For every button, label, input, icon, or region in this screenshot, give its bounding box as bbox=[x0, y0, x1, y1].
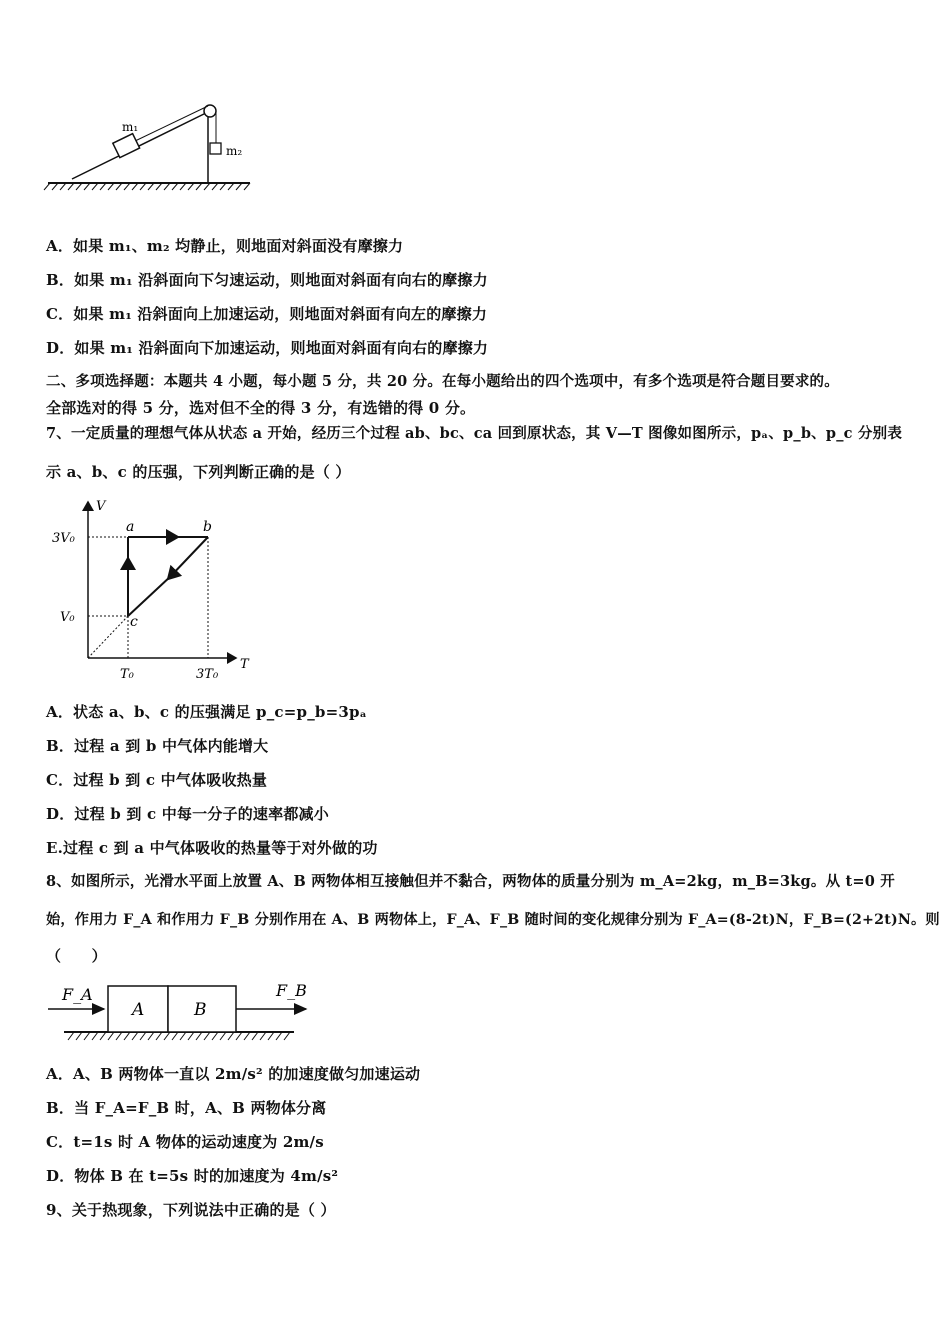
point-a-label: a bbox=[126, 519, 135, 535]
q6-option-a: A．如果 m₁、m₂ 均静止，则地面对斜面没有摩擦力 bbox=[46, 237, 404, 255]
label-3t0: 3T₀ bbox=[196, 667, 219, 682]
force-fb-label: F_B bbox=[276, 981, 307, 1000]
label-m2: m₂ bbox=[226, 144, 243, 158]
label-t0: T₀ bbox=[120, 667, 134, 682]
q7-option-d: D．过程 b 到 c 中每一分子的速率都减小 bbox=[46, 805, 329, 823]
incline-pulley-figure bbox=[40, 95, 260, 195]
vt-graph bbox=[50, 492, 260, 684]
q9-stem: 9、关于热现象，下列说法中正确的是（ ） bbox=[46, 1201, 336, 1219]
label-m1: m₁ bbox=[122, 120, 139, 134]
q6-option-d: D．如果 m₁ 沿斜面向下加速运动，则地面对斜面有向右的摩擦力 bbox=[46, 339, 489, 357]
q8-option-a: A．A、B 两物体一直以 2m/s² 的加速度做匀加速运动 bbox=[46, 1065, 421, 1083]
point-b-label: b bbox=[203, 519, 212, 535]
point-c-label: c bbox=[130, 614, 138, 630]
q6-option-c: C．如果 m₁ 沿斜面向上加速运动，则地面对斜面有向左的摩擦力 bbox=[46, 305, 488, 323]
axis-v-label: V bbox=[96, 499, 106, 514]
block-m2 bbox=[210, 143, 221, 154]
ground-hatch bbox=[44, 183, 250, 190]
q8-stem-line3: （ ） bbox=[46, 947, 107, 965]
q7-option-c: C．过程 b 到 c 中气体吸收热量 bbox=[46, 771, 268, 789]
axis-t-label: T bbox=[240, 657, 249, 672]
section2-heading-line1: 二、多项选择题：本题共 4 小题，每小题 5 分，共 20 分。在每小题给出的四个选项中，有多个选项是符合题目要求的。 bbox=[46, 373, 839, 390]
q7-stem-line2: 示 a、b、c 的压强，下列判断正确的是（ ） bbox=[46, 463, 351, 481]
process-bc-arrow bbox=[168, 537, 208, 579]
rope-incline bbox=[133, 106, 208, 142]
q8-stem-line1: 8、如图所示，光滑水平面上放置 A、B 两物体相互接触但并不黏合，两物体的质量分别为 m_A=2kg，m_B=3kg。从 t=0 开 bbox=[46, 873, 896, 890]
force-fa-label: F_A bbox=[62, 985, 93, 1004]
q8-option-c: C．t=1s 时 A 物体的运动速度为 2m/s bbox=[46, 1133, 324, 1151]
q7-option-b: B．过程 a 到 b 中气体内能增大 bbox=[46, 737, 269, 755]
block-b-label: B bbox=[194, 1000, 207, 1020]
q7-stem-line1: 7、一定质量的理想气体从状态 a 开始，经历三个过程 ab、bc、ca 回到原状态，其 V—T 图像如图所示，pₐ、p_b、p_c 分别表 bbox=[46, 425, 903, 442]
label-3v0: 3V₀ bbox=[52, 531, 75, 546]
floor-hatch bbox=[68, 1032, 290, 1040]
q8-option-d: D．物体 B 在 t=5s 时的加速度为 4m/s² bbox=[46, 1167, 339, 1185]
section2-heading-line2: 全部选对的得 5 分，选对但不全的得 3 分，有选错的得 0 分。 bbox=[46, 399, 476, 417]
q6-option-b: B．如果 m₁ 沿斜面向下匀速运动，则地面对斜面有向右的摩擦力 bbox=[46, 271, 488, 289]
q7-option-e: E.过程 c 到 a 中气体吸收的热量等于对外做的功 bbox=[46, 839, 378, 857]
q8-stem-line2: 始，作用力 F_A 和作用力 F_B 分别作用在 A、B 两物体上，F_A、F_B 随时间的变化规律分别为 F_A=(8-2t)N，F_B=(2+2t)N。则 bbox=[46, 912, 940, 928]
label-v0: V₀ bbox=[60, 610, 75, 625]
blocks-figure bbox=[44, 978, 314, 1050]
incline-surface bbox=[72, 111, 210, 179]
block-m1 bbox=[113, 134, 140, 158]
q7-option-a: A．状态 a、b、c 的压强满足 p_c=p_b=3pₐ bbox=[46, 703, 367, 721]
q8-option-b: B．当 F_A=F_B 时，A、B 两物体分离 bbox=[46, 1099, 327, 1117]
block-a-label: A bbox=[132, 1000, 145, 1020]
